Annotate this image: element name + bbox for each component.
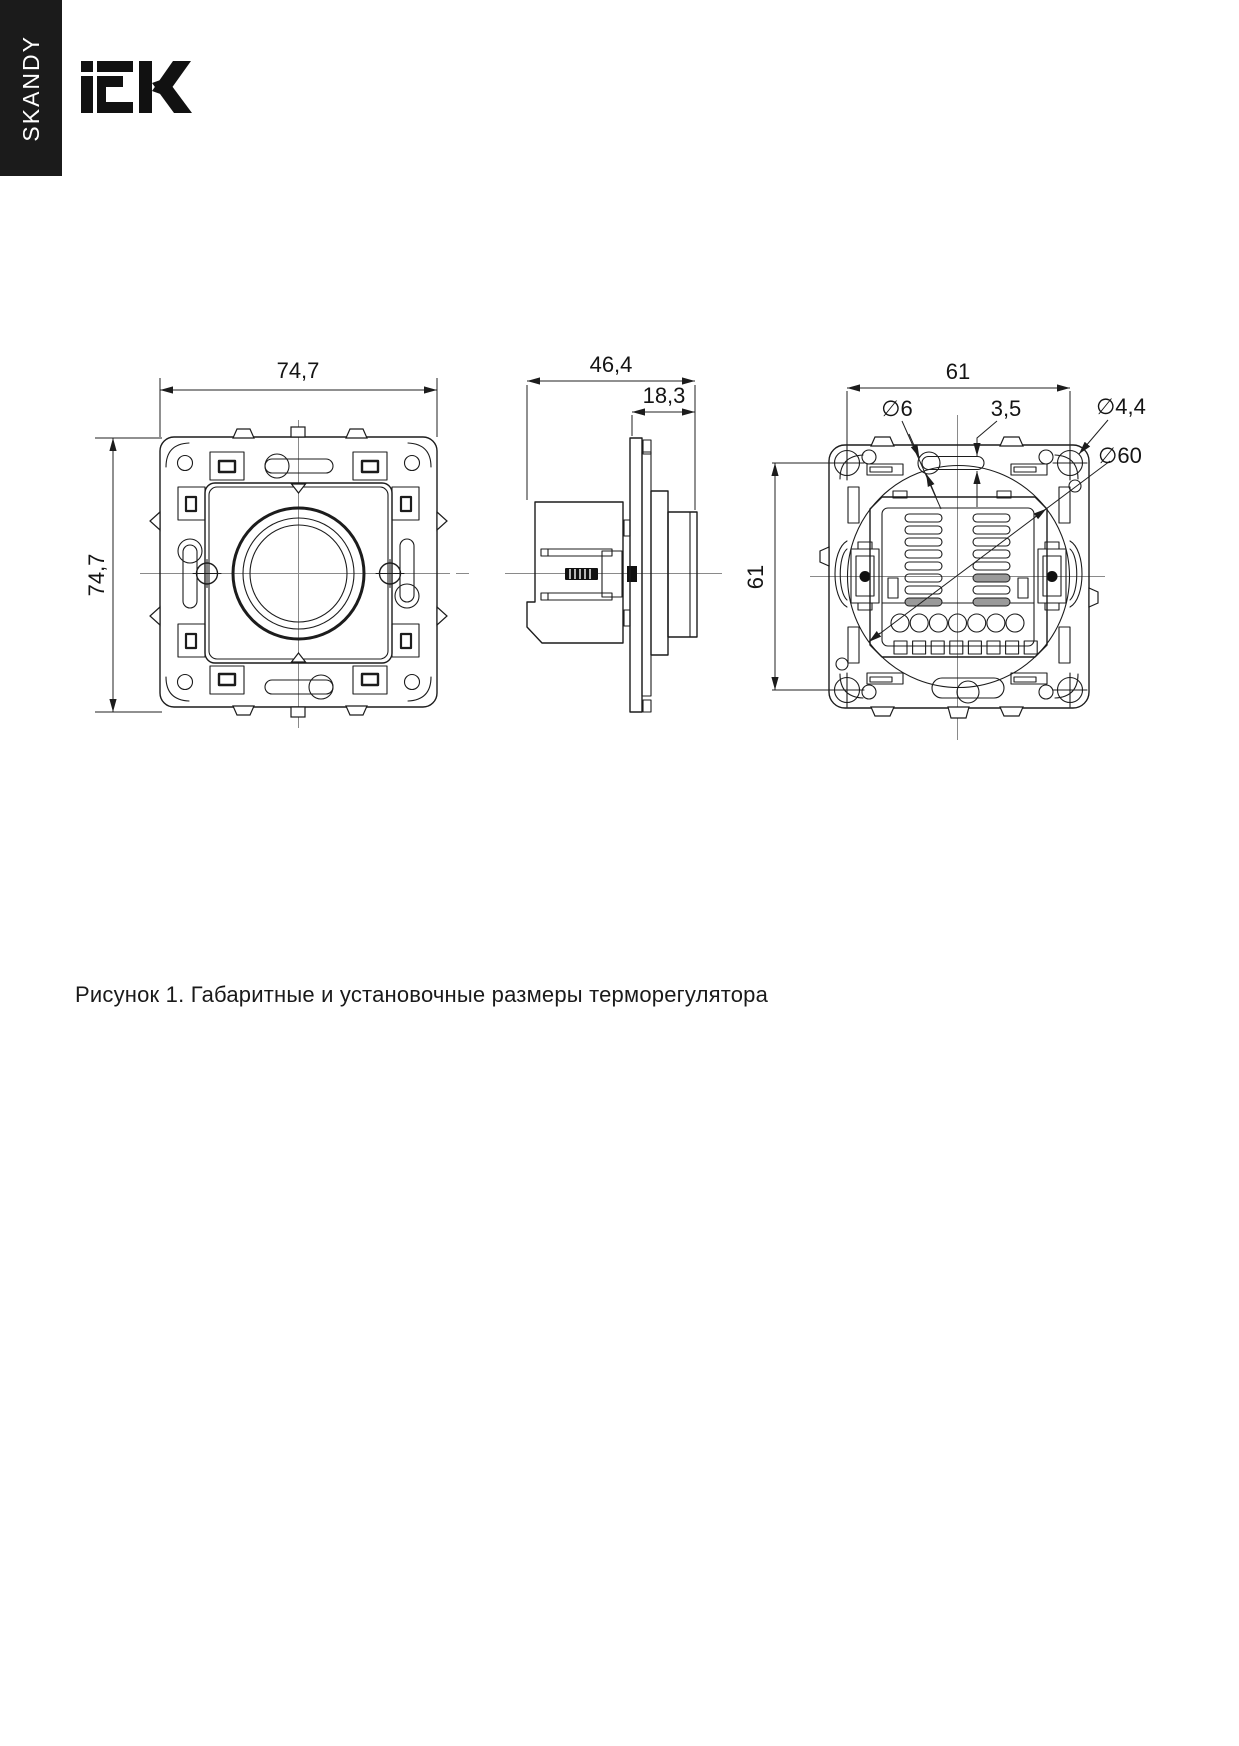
dim-rear-spacing-h: 61 — [945, 359, 971, 384]
front-corner-hole — [178, 456, 193, 471]
dim-side-total-depth: 46,4 — [589, 352, 633, 377]
iek-logo — [81, 61, 192, 113]
callout-ring-dia: ∅60 — [1098, 443, 1142, 468]
dim-side-front-depth: 18,3 — [642, 383, 686, 408]
callout-slot-width: 3,5 — [990, 396, 1022, 421]
callout-screw-hole-dia: ∅4,4 — [1096, 394, 1146, 419]
rear-bottom-tabs — [894, 641, 1037, 654]
side-view — [505, 438, 722, 712]
side-dimensions — [527, 352, 695, 510]
figure-caption: Рисунок 1. Габаритные и установочные размеры терморегулятора — [75, 982, 769, 1007]
brand-sidebar-label: SKANDY — [17, 34, 44, 142]
rear-dimensions — [743, 359, 1146, 690]
callout-keyhole-dia: ∅6 — [881, 396, 913, 421]
dim-front-height: 74,7 — [84, 553, 109, 597]
rear-view — [810, 415, 1105, 740]
dim-front-width: 74,7 — [276, 358, 320, 383]
front-view — [140, 420, 469, 728]
side-knob — [668, 512, 697, 637]
dim-rear-spacing-v: 61 — [743, 564, 768, 590]
